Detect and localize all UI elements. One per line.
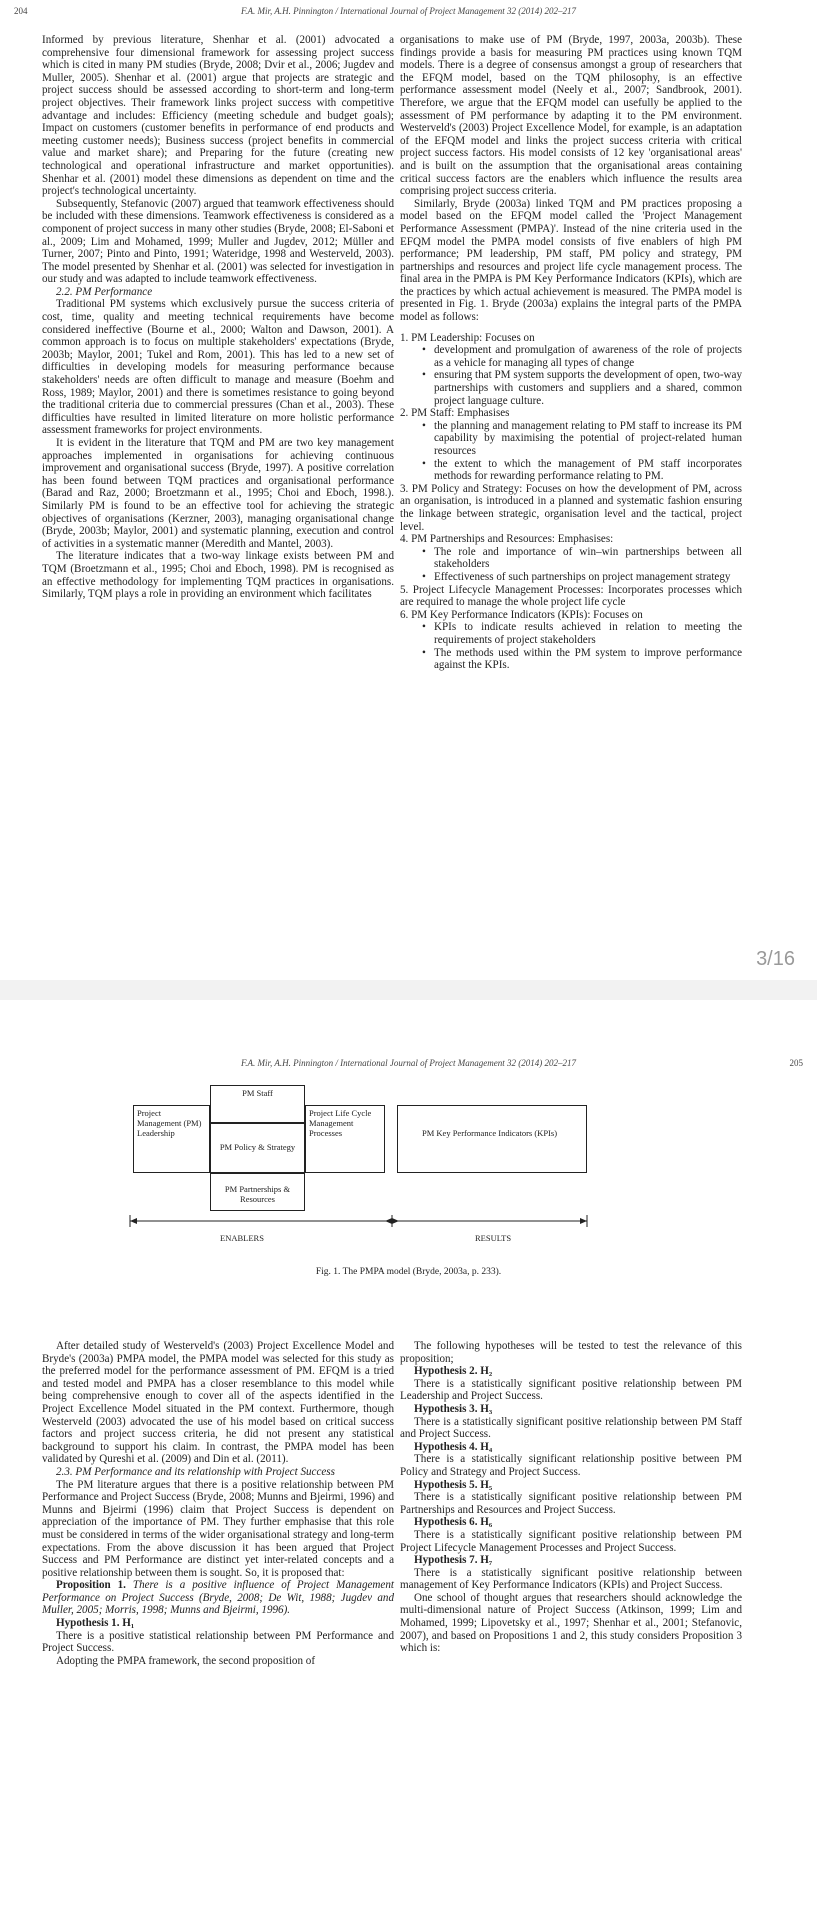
proposition-1: Proposition 1. There is a positive influence of Project Management Performance on Project Success (Bryde, 2008; De Wit, 1988; Jugdev and Muller, 2005; Morris, 1998; Munns and Bjeirmi, 1996).: [42, 1579, 394, 1617]
box-leadership: Project Management (PM) Leadership: [133, 1105, 210, 1173]
list-item: 2. PM Staff: Emphasises • the planning and management relating to PM staff to increase its PM capability by maximising the potential of project-related human resources • the extent to which the management of PM staff incorporates methods for rewarding performance relating to PM.: [400, 407, 742, 483]
bullet: • the extent to which the management of PM staff incorporates methods for rewarding performance relating to PM.: [422, 458, 742, 483]
page-number: 204: [14, 6, 28, 16]
hypothesis-label: Hypothesis 1. H₁: [56, 1617, 135, 1630]
hypothesis-text: There is a statistically significant positive relationship between PM Staff and Project Success.: [400, 1415, 742, 1441]
paragraph: One school of thought argues that researchers should acknowledge the multi-dimensional nature of Project Success (Atkinson, 1999; Lim and Mohamed, 1999; Lipovetsky et al., 1997; Shenhar et al., 2001; Stefanovic, 2007), and based on Propositions 1 and 2, this study considers Proposition 3 which is:: [400, 1591, 742, 1655]
paragraph: Subsequently, Stefanovic (2007) argued that teamwork effectiveness should be included with these dimensions. Teamwork effectiveness is considered as a component of project success in many other studies (Bryde, 2008; El-Saboni et al., 2009; Lim and Mohamed, 1999; Muller and Jugdev, 2012; Müller and Turner, 2007; Pinto and Pinto, 1991; Wateridge, 1998 and Westerveld, 2003). The model presented by Shenhar et al. (2001) was selected for investigation in our study and was adapted to include teamwork effectiveness.: [42, 197, 394, 286]
hypothesis-text: There is a statistically significant positive relationship between PM Project Lifecycle Management Processes and Project Success.: [400, 1528, 742, 1554]
page-number: 205: [789, 1058, 803, 1068]
paragraph: Similarly, Bryde (2003a) linked TQM and PM practices proposing a model based on the EFQM model called the 'Project Management Performance Assessment (PMPA)'. Instead of the nine criteria used in the EFQM model the PMPA model consists of five enablers of high PM performance; PM leadership, PM staff, PM policy and strategy, PM partnerships and resources and project life cycle management process. The final area in the PMPA is PM Key Performance Indicators (KPIs), which are the practices by which actual achievement is measured. The PMPA model is presented in Fig. 1. Bryde (2003a) explains the integral parts of the PMPA model as follows:: [400, 197, 742, 324]
hypothesis-label: Hypothesis 5. H₅: [414, 1478, 493, 1491]
paragraph: The PM literature argues that there is a positive relationship between PM Performance and Project Success (Bryde, 2008; Munns and Bjeirmi, 1996) and Munns and Bjeirmi (1996) claim that Project Success is dependent on appreciation of the importance of PM. They further emphasise that this role must be considered in terms of the wider organisational strategy and long-term expectations. From the above discussion it has been argued that Project Success and PM Performance are distinct yet inter-related concepts and a positive relationship between them is sought. So, it is proposed that:: [42, 1478, 394, 1579]
list-item: 5. Project Lifecycle Management Processes: Incorporates processes which are required to manage the whole project life cycle: [400, 583, 742, 609]
journal-title: F.A. Mir, A.H. Pinnington / International Journal of Project Management 32 (2014) 202–217: [240, 1058, 577, 1068]
results-label: RESULTS: [475, 1233, 512, 1243]
paragraph: Informed by previous literature, Shenhar et al. (2001) advocated a comprehensive four dimensional framework for assessing project success which is cited in many PM studies (Bryde, 2008; Dvir et al., 2006; Jugdev and Muller, 2005). Shenhar et al. (2001) argue that projects are strategic and project success should be assessed according to short-term and long-term project objectives. Their framework links project success with competitive advantage and includes: Efficiency (meeting schedule and budget goals); Impact on customers (customer benefits in performance of end products and meeting customer needs); Business success (project benefits in commercial value and market share); and Preparing for the future (creating new technological and operational infrastructure and market opportunities). Shenhar et al. (2001) model these dimensions as dependent on time and the project's technological uncertainty.: [42, 34, 394, 198]
bullet: • KPIs to indicate results achieved in relation to meeting the requirements of project stakeholders: [422, 621, 742, 646]
hypothesis-text: There is a statistically significant positive relationship between PM Partnerships and Resources and Project Success.: [400, 1491, 742, 1516]
hypothesis-label: Hypothesis 6. H₆: [414, 1516, 493, 1529]
hypothesis-text: There is a statistically significant positive relationship between management of Key Performance Indicators (KPIs) and Project Success.: [400, 1566, 742, 1592]
box-kpi: PM Key Performance Indicators (KPIs): [397, 1105, 587, 1173]
list-item: 4. PM Partnerships and Resources: Emphasises: • The role and importance of win–win partnerships between all stakeholders • Effectiveness of such partnerships on project management strategy: [400, 533, 742, 583]
paragraph: After detailed study of Westerveld's (2003) Project Excellence Model and Bryde's (2003a) PMPA model, the PMPA model was selected for this study as the preferred model for the performance assessment of PM. EFQM is a tried and tested model and PMPA has a closer resemblance to this model while being comprehensive enough to cover all of the aspects identified in the Project Excellence Model situated in the PM context. Furthermore, though Westerveld (2003) advocated the use of his model based on critical success factors and project success criteria, he did not present any statistical background to support his claim. In contrast, the PMPA model has been validated by Qureshi et al. (2009) and Din et al. (2011).: [42, 1340, 394, 1466]
section-heading: 2.3. PM Performance and its relationship with Project Success: [56, 1465, 335, 1478]
enablers-results-arrow: [125, 1213, 595, 1233]
enablers-label: ENABLERS: [220, 1233, 264, 1243]
box-partnerships: PM Partnerships & Resources: [210, 1173, 305, 1211]
pmpa-list: [400, 332, 742, 672]
hypothesis-text: There is a statistically significant positive relationship between PM Leadership and Project Success.: [400, 1377, 742, 1403]
paragraph: Traditional PM systems which exclusively pursue the success criteria of cost, time, quality and meeting technical requirements have become considered ineffective (Bourne et al., 2000; Walton and Dawson, 2001). A common approach is to focus on multiple stakeholders' expectations (Bryde, 2003b; Maylor, 2001; Tukel and Rom, 2001). This has led to a new set of difficulties in developing models for measuring performance because stakeholders' needs are often difficult to manage and measure (Boehm and Ross, 1989; Maylor, 2001) and there is sometimes resistance to going beyond the traditional criteria due to commercial pressures (Chan et al., 2003). These difficulties have resulted in limited literature on more holistic performance assessment frameworks for project environments.: [42, 298, 394, 437]
right-column: [400, 34, 742, 672]
section-heading: 2.2. PM Performance: [56, 285, 153, 298]
box-staff: PM Staff: [210, 1085, 305, 1123]
bullet: • Effectiveness of such partnerships on project management strategy: [422, 571, 742, 584]
page-counter: 3/16: [756, 948, 795, 970]
hypothesis-text: There is a positive statistical relationship between PM Performance and Project Success.: [42, 1629, 394, 1655]
hypothesis-label: Hypothesis 3. H₃: [414, 1402, 493, 1415]
box-lifecycle: Project Life Cycle Management Processes: [305, 1105, 385, 1173]
list-item: 1. PM Leadership: Focuses on • development and promulgation of awareness of the role of projects as a vehicle for managing all types of change • ensuring that PM system supports the development of open, two-way partnerships with customers and suppliers and a shared, common project language culture.: [400, 332, 742, 408]
hypothesis-label: Hypothesis 4. H₄: [414, 1440, 493, 1453]
bullet: • the planning and management relating to PM staff to increase its PM capability by maximising the potential of project-related human resources: [422, 420, 742, 458]
right-column: [400, 1340, 742, 1655]
pmpa-diagram: [125, 1085, 715, 1243]
hypothesis-label: Hypothesis 7. H₇: [414, 1554, 493, 1567]
list-item: 6. PM Key Performance Indicators (KPIs): Focuses on • KPIs to indicate results achieved in relation to meeting the requirements of project stakeholders • The methods used within the PM system to improve performance against the KPIs.: [400, 609, 742, 672]
box-policy: PM Policy & Strategy: [210, 1123, 305, 1173]
hypothesis-label: Hypothesis 2. H₂: [414, 1365, 493, 1378]
journal-title: F.A. Mir, A.H. Pinnington / International Journal of Project Management 32 (2014) 202–217: [240, 6, 577, 16]
bullet: • development and promulgation of awareness of the role of projects as a vehicle for managing all types of change: [422, 344, 742, 369]
left-column: [42, 1340, 394, 1667]
hypothesis-text: There is a statistically significant relationship positive between PM Policy and Strategy and Project Success.: [400, 1453, 742, 1478]
paragraph: The literature indicates that a two-way linkage exists between PM and TQM (Broetzmann et al., 1995; Choi and Eboch, 1998). PM is recognised as an effective methodology for implementing TQM practices in organisations. Similarly, TQM plays a role in providing an environment which facilitates: [42, 550, 394, 601]
bullet: • The methods used within the PM system to improve performance against the KPIs.: [422, 647, 742, 672]
bullet: • ensuring that PM system supports the development of open, two-way partnerships with customers and suppliers and a shared, common project language culture.: [422, 369, 742, 407]
paragraph: It is evident in the literature that TQM and PM are two key management approaches implemented in organisations for achieving continuous improvement and organisational success (Bryde, 1997). A positive correlation has been found between TQM practices and organisational performance (Barad and Raz, 2000; Broetzmann et al., 1995; Choi and Eboch, 1998.). Similarly PM is found to be an effective tool for achieving the strategic objectives of organisations (Kerzner, 2003), managing organisational change (Bryde, 2003b; Maylor, 2001) and systematic planning, execution and control of activities in a systematic manner (Meredith and Mantel, 2003).: [42, 437, 394, 550]
bullet: • The role and importance of win–win partnerships between all stakeholders: [422, 546, 742, 571]
left-column: [42, 34, 394, 601]
figure-caption: Fig. 1. The PMPA model (Bryde, 2003a, p. 233).: [315, 1267, 502, 1277]
paragraph: organisations to make use of PM (Bryde, 1997, 2003a, 2003b). These findings provide a basis for measuring PM practices using known TQM models. There is a degree of consensus amongst a group of researchers that the EFQM model, based on the TQM philosophy, is an effective performance assessment model (Neely et al., 2007; Sandbrook, 2001). Therefore, we argue that the EFQM model can usefully be applied to the assessment of PM performance by adapting it to the PM environment. Westerveld's (2003) Project Excellence Model, for example, is an adaptation of the EFQM model and links the project success criteria with critical project success factors. His model consists of 12 key 'organisational areas' and is built on the assumption that the organisational areas containing critical success factors are the enablers which influence the results area comprising project success criteria.: [400, 34, 742, 198]
paragraph: Adopting the PMPA framework, the second proposition of: [56, 1654, 316, 1667]
list-item: 3. PM Policy and Strategy: Focuses on how the development of PM, across an organisation, is introduced in a planned and systematic fashion ensuring the linkage between strategic, organisation level and the tactical, project level.: [400, 482, 742, 533]
paragraph: The following hypotheses will be tested to test the relevance of this proposition;: [400, 1340, 742, 1365]
